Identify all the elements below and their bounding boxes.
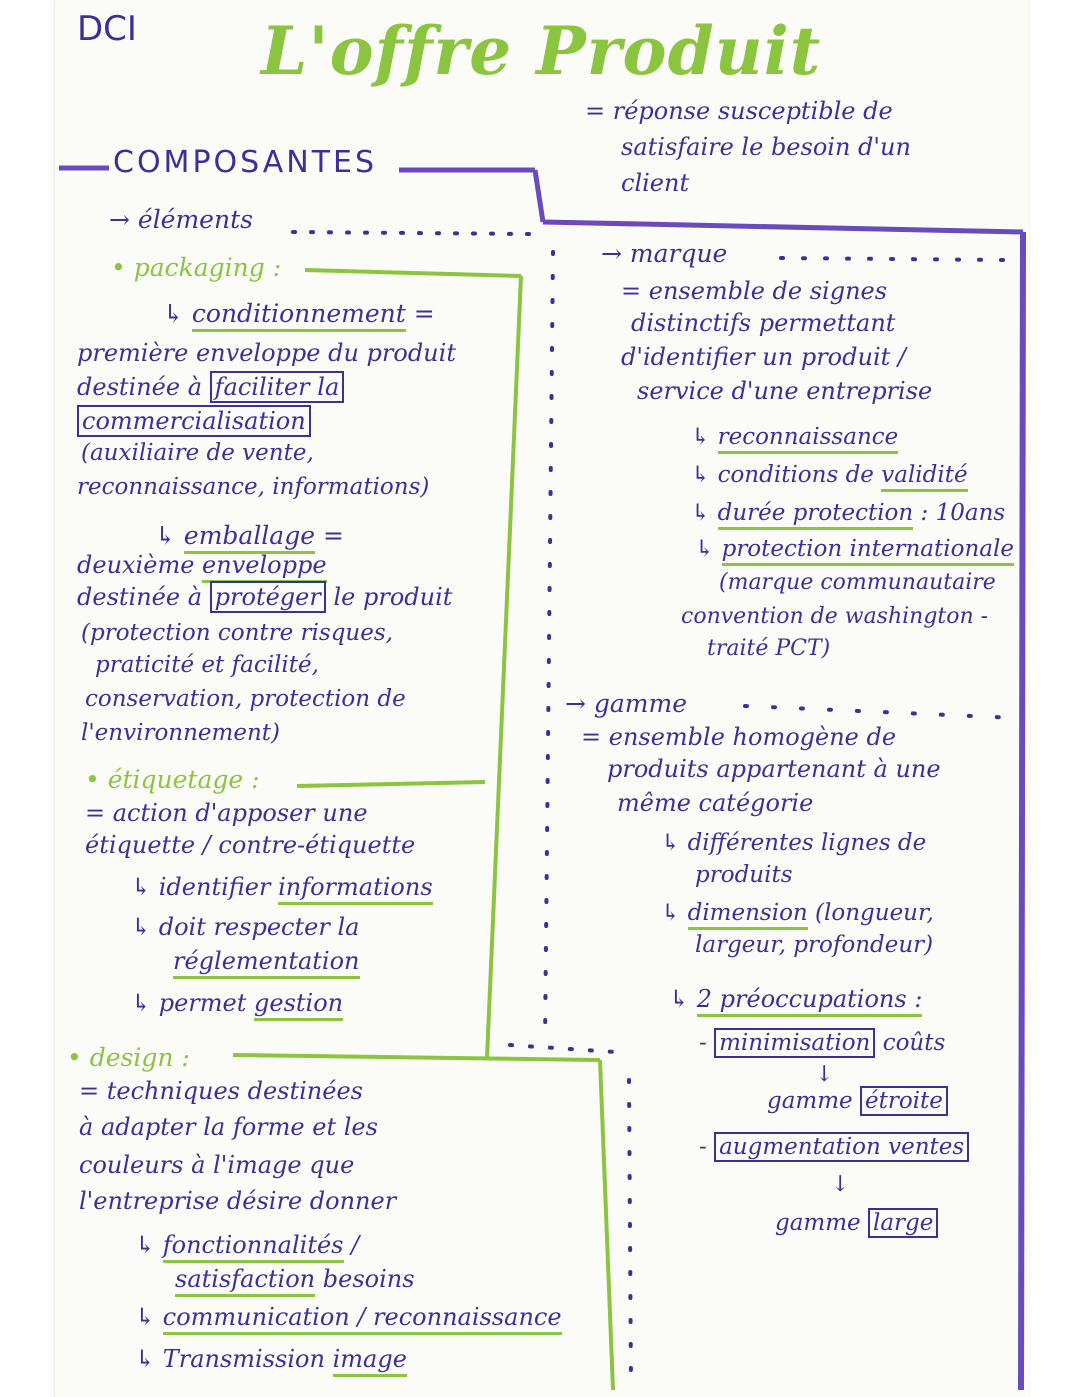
arrow-icon: ↳ — [155, 521, 176, 550]
communication-term: communication / reconnaissance — [163, 1303, 562, 1335]
etiquetage-item — [131, 990, 343, 1018]
arrow-icon: ↳ — [669, 985, 690, 1013]
enveloppe-term: enveloppe — [202, 551, 326, 583]
boxed-term: faciliter la — [210, 371, 345, 403]
protection-internationale-term: protection internationale — [722, 536, 1014, 566]
marque-line: distinctifs permettant — [631, 309, 896, 337]
gamme-line: même catégorie — [617, 789, 814, 817]
design-line: à adapter la forme et les — [79, 1113, 378, 1141]
design-label: • design : — [67, 1043, 190, 1072]
marque-line: service d'une entreprise — [637, 377, 933, 405]
boxed-term: minimisation — [714, 1028, 875, 1058]
emballage-line: praticité et facilité, — [95, 652, 319, 678]
conditionnement-line: reconnaissance, informations) — [77, 474, 430, 500]
purple-line-right — [1021, 232, 1023, 1390]
marque-item — [691, 424, 898, 450]
boxed-term: large — [868, 1208, 938, 1238]
boxed-term: commercialisation — [77, 405, 311, 437]
purple-line-step — [535, 170, 543, 222]
dots-elements — [293, 232, 531, 234]
emballage-line: (protection contre risques, — [81, 620, 393, 646]
arrow-icon: ↳ — [695, 536, 715, 562]
conditionnement-line — [77, 408, 311, 436]
definition-line: client — [621, 169, 690, 197]
marque-item — [695, 536, 1014, 562]
dots-vertical-2 — [629, 1080, 631, 1385]
design-line: = techniques destinées — [79, 1077, 363, 1105]
green-line-right-1 — [487, 276, 521, 1058]
gamme-item: largeur, profondeur) — [695, 932, 934, 958]
arrow-icon: ↳ — [135, 1231, 156, 1259]
gamme-text: (longueur, — [807, 900, 934, 926]
etiquetage-line: = action d'apposer une — [85, 799, 368, 827]
preoccupations-term: 2 préoccupations : — [697, 985, 923, 1017]
arrow-down-icon: ↓ — [815, 1062, 834, 1087]
gamme-text: gamme — [775, 1210, 861, 1236]
definition-line: satisfaire le besoin d'un — [621, 133, 911, 161]
emballage-term: emballage — [184, 521, 315, 554]
marque-note: convention de washington - — [681, 604, 989, 629]
dots-marque — [781, 258, 1005, 260]
design-text: besoins — [315, 1265, 415, 1293]
marque-note: traité PCT) — [707, 636, 831, 661]
duree-protection-term: durée protection — [718, 500, 914, 530]
definition-line: = réponse susceptible de — [585, 97, 893, 125]
reglementation-term: réglementation — [173, 947, 360, 979]
design-item — [175, 1266, 415, 1294]
conditionnement-line — [77, 374, 344, 402]
gamme-result-2 — [775, 1210, 938, 1236]
arrow-icon: ↳ — [691, 500, 711, 526]
design-line: couleurs à l'image que — [79, 1151, 355, 1179]
dots-horizontal — [510, 1045, 615, 1052]
etiquetage-item: ↳ doit respecter la — [131, 913, 360, 941]
emballage-line — [77, 552, 327, 580]
marque-text: ↳ conditions de — [691, 462, 874, 488]
conditionnement-row — [163, 300, 435, 329]
conditionnement-text: destinée à — [77, 373, 203, 401]
gamme-item — [669, 986, 922, 1014]
dash: - — [699, 1030, 707, 1056]
satisfaction-term: satisfaction — [175, 1265, 315, 1297]
informations-term: informations — [278, 873, 433, 905]
etiquetage-text: ↳ permet — [131, 989, 247, 1017]
green-line-packaging — [305, 270, 521, 276]
boxed-term: protéger — [210, 581, 326, 613]
marque-line: = ensemble de signes — [621, 277, 888, 305]
gamme-line: produits appartenant à une — [607, 755, 941, 783]
purple-line-mid — [543, 222, 1023, 232]
design-item — [135, 1232, 359, 1260]
validite-term: validité — [881, 462, 967, 492]
gamme-result-1 — [767, 1088, 948, 1114]
boxed-term: étroite — [860, 1086, 948, 1116]
etiquetage-label: • étiquetage : — [85, 765, 260, 794]
marque-item — [691, 462, 968, 488]
marque-text: : 10ans — [913, 500, 1006, 526]
image-term: image — [333, 1345, 407, 1377]
marque-label: → marque — [601, 239, 728, 268]
green-line-design — [233, 1055, 600, 1060]
reconnaissance-term: reconnaissance — [718, 424, 899, 454]
slash: / — [343, 1231, 360, 1259]
gamme-item: produits — [695, 862, 793, 888]
etiquetage-line: étiquette / contre-étiquette — [85, 831, 416, 859]
marque-line: d'identifier un produit / — [621, 343, 906, 371]
green-line-right-2 — [600, 1060, 613, 1390]
conditionnement-line: (auxiliaire de vente, — [81, 440, 314, 466]
emballage-text: deuxième — [77, 551, 195, 579]
arrow-icon: ↳ — [691, 424, 711, 450]
emballage-row — [155, 522, 344, 551]
gamme-line: = ensemble homogène de — [581, 723, 897, 751]
emballage-text: le produit — [333, 583, 453, 611]
design-text: ↳ Transmission — [135, 1345, 325, 1373]
design-item — [135, 1304, 562, 1332]
etiquetage-text: ↳ identifier — [131, 873, 271, 901]
emballage-line: conservation, protection de — [85, 686, 406, 712]
fonctionnalites-term: fonctionnalités — [163, 1231, 344, 1263]
equals-sign: = — [322, 521, 344, 550]
gamme-item — [661, 900, 934, 926]
boxed-term: augmentation ventes — [714, 1132, 969, 1162]
green-line-etiquetage — [297, 782, 485, 786]
dimension-term: dimension — [688, 900, 808, 930]
etiquetage-item — [173, 948, 360, 976]
conditionnement-term: conditionnement — [192, 299, 406, 332]
gamme-item: ↳ différentes lignes de — [661, 830, 927, 856]
note-page — [54, 0, 1029, 1397]
emballage-text: destinée à — [77, 583, 203, 611]
course-code: DCI — [77, 9, 137, 49]
gamme-label: → gamme — [565, 689, 688, 718]
marque-item — [691, 500, 1005, 526]
design-item — [135, 1346, 407, 1374]
preoccupation-1 — [699, 1030, 945, 1056]
elements-label: → éléments — [109, 205, 253, 234]
etiquetage-item — [131, 874, 433, 902]
gamme-text: coûts — [882, 1030, 946, 1056]
equals-sign: = — [413, 299, 435, 328]
dots-vertical-1 — [545, 252, 553, 1040]
conditionnement-line: première enveloppe du produit — [77, 339, 456, 367]
dots-gamme — [745, 706, 1017, 718]
emballage-line — [77, 584, 452, 612]
page-title: L'offre Produit — [261, 12, 822, 90]
arrow-icon: ↳ — [163, 299, 184, 328]
gamme-text: gamme — [767, 1088, 853, 1114]
gestion-term: gestion — [254, 989, 343, 1021]
packaging-label: • packaging : — [111, 253, 282, 282]
dash: - — [699, 1134, 707, 1160]
design-line: l'entreprise désire donner — [79, 1187, 397, 1215]
arrow-down-icon: ↓ — [831, 1172, 850, 1197]
section-title: COMPOSANTES — [113, 145, 378, 180]
marque-note: (marque communautaire — [719, 570, 996, 595]
arrow-icon: ↳ — [135, 1303, 156, 1331]
preoccupation-2 — [699, 1134, 969, 1160]
arrow-icon: ↳ — [661, 900, 681, 926]
emballage-line: l'environnement) — [81, 720, 280, 746]
